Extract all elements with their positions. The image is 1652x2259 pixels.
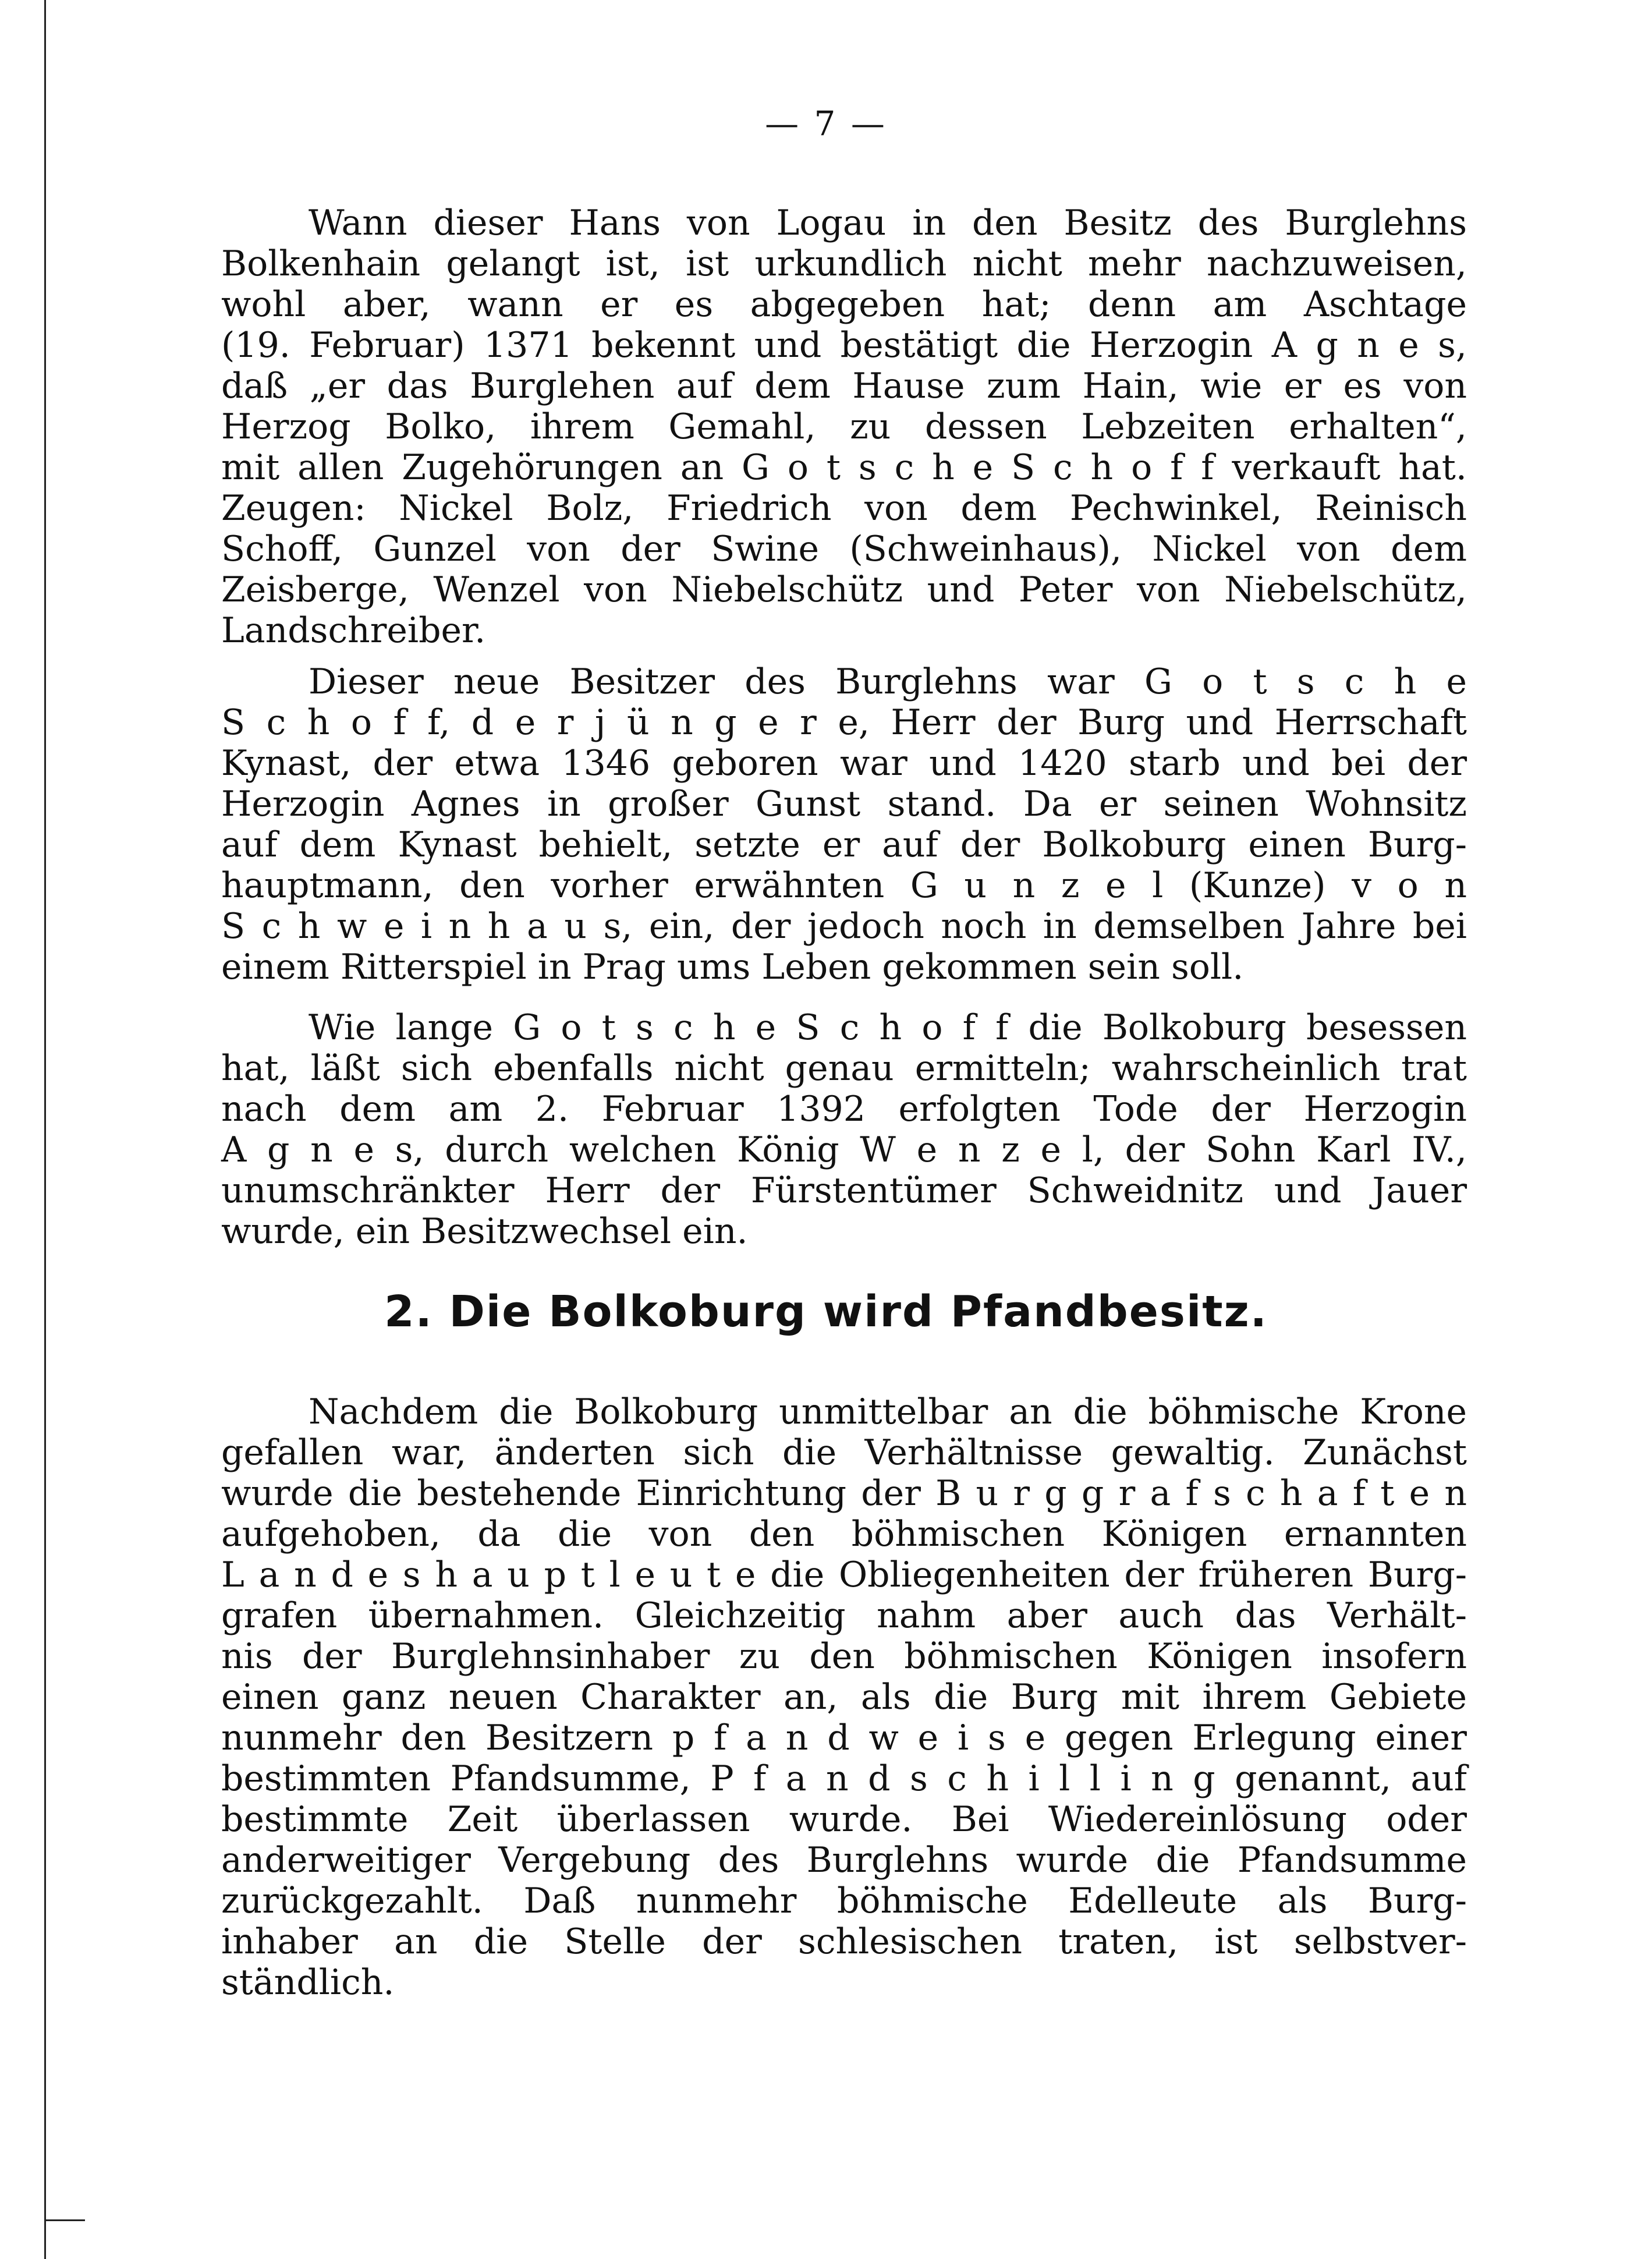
text-line: inhaber an die Stelle der schlesischen traten, ist selbstver- [221,1921,1467,1962]
text-line: hauptmann, den vorher erwähnten G u n z e l (Kunze) v o n [221,865,1467,906]
paragraph-3 [221,1007,1467,1252]
text-line: nach dem am 2. Februar 1392 erfolgten Tode der Herzogin [221,1089,1467,1130]
text-line: A g n e s, durch welchen König W e n z e l, der Sohn Karl IV., [221,1130,1467,1170]
text-line: Wann dieser Hans von Logau in den Besitz des Burglehns [309,203,1467,243]
text-line: mit allen Zugehörungen an G o t s c h e S c h o f f verkauft hat. [221,447,1467,488]
text-line: S c h w e i n h a u s, ein, der jedoch noch in demselben Jahre bei [221,906,1467,947]
text-line: bestimmte Zeit überlassen wurde. Bei Wiedereinlösung oder [221,1799,1467,1840]
text-line: unumschränkter Herr der Fürstentümer Schweidnitz und Jauer [221,1170,1467,1211]
text-line: daß „er das Burglehen auf dem Hause zum Hain, wie er es von [221,366,1467,406]
text-line: zurückgezahlt. Daß nunmehr böhmische Edelleute als Burg- [221,1881,1467,1921]
text-line: L a n d e s h a u p t l e u t e die Obliegenheiten der früheren Burg- [221,1555,1467,1595]
text-line: hat, läßt sich ebenfalls nicht genau ermitteln; wahrscheinlich trat [221,1048,1467,1089]
text-line: bestimmten Pfandsumme, P f a n d s c h i l l i n g genannt, auf [221,1758,1467,1799]
text-line: Wie lange G o t s c h e S c h o f f die Bolkoburg besessen [309,1007,1467,1048]
text-line: (19. Februar) 1371 bekennt und bestätigt die Herzogin A g n e s, [221,325,1467,366]
text-line: aufgehoben, da die von den böhmischen Königen ernannten [221,1514,1467,1555]
paragraph-1 [221,203,1467,651]
page-margin-line [44,0,46,2259]
text-line: Herzogin Agnes in großer Gunst stand. Da er seinen Wohnsitz [221,784,1467,824]
text-line: S c h o f f, d e r j ü n g e r e, Herr der Burg und Herrschaft [221,702,1467,743]
text-line: wurde die bestehende Einrichtung der B u r g g r a f s c h a f t e n [221,1473,1467,1514]
text-line: Nachdem die Bolkoburg unmittelbar an die böhmische Krone [309,1391,1467,1432]
paragraph-4 [221,1391,1467,2003]
text-line: wurde, ein Besitzwechsel ein. [221,1211,748,1252]
text-line: Schoff, Gunzel von der Swine (Schweinhaus), Nickel von dem [221,529,1467,569]
text-line: grafen übernahmen. Gleichzeitig nahm aber auch das Verhält- [221,1595,1467,1636]
text-line: ständlich. [221,1962,395,2003]
text-line: nunmehr den Besitzern p f a n d w e i s e gegen Erlegung einer [221,1718,1467,1758]
text-line: Landschreiber. [221,610,486,651]
text-line: Zeisberge, Wenzel von Niebelschütz und Peter von Niebelschütz, [221,569,1467,610]
text-line: nis der Burglehnsinhaber zu den böhmischen Königen insofern [221,1636,1467,1677]
text-line: wohl aber, wann er es abgegeben hat; denn am Aschtage [221,284,1467,325]
text-line: einem Ritterspiel in Prag ums Leben gekommen sein soll. [221,947,1244,987]
text-line: anderweitiger Vergebung des Burglehns wurde die Pfandsumme [221,1840,1467,1881]
text-line: auf dem Kynast behielt, setzte er auf der Bolkoburg einen Burg- [221,824,1467,865]
text-line: einen ganz neuen Charakter an, als die Burg mit ihrem Gebiete [221,1677,1467,1718]
margin-tick-mark [44,2219,85,2221]
text-line: gefallen war, änderten sich die Verhältnisse gewaltig. Zunächst [221,1432,1467,1473]
text-line: Zeugen: Nickel Bolz, Friedrich von dem Pechwinkel, Reinisch [221,488,1467,529]
page-number: — 7 — [765,104,887,143]
paragraph-2 [221,661,1467,987]
text-line: Bolkenhain gelangt ist, ist urkundlich nicht mehr nachzuweisen, [221,243,1467,284]
section-heading: 2. Die Bolkoburg wird Pfandbesitz. [384,1287,1268,1337]
text-line: Dieser neue Besitzer des Burglehns war G o t s c h e [309,661,1467,702]
text-line: Herzog Bolko, ihrem Gemahl, zu dessen Lebzeiten erhalten“, [221,406,1467,447]
text-line: Kynast, der etwa 1346 geboren war und 1420 starb und bei der [221,743,1467,784]
